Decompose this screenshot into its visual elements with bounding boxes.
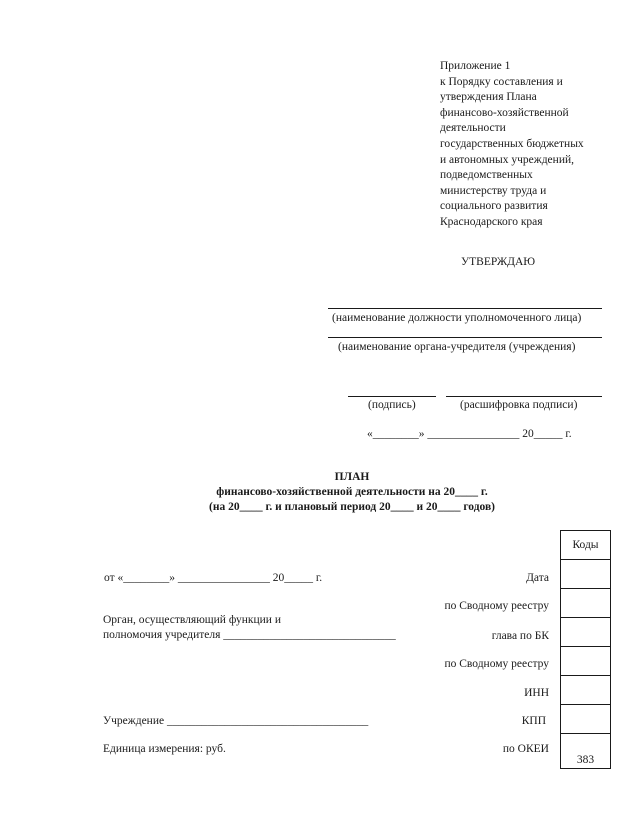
code-label-registry: по Сводному реестру: [444, 600, 549, 612]
position-caption: (наименование должности уполномоченного лица): [332, 312, 582, 324]
appendix-line: к Порядку составления и: [440, 75, 563, 88]
code-label-date: Дата: [526, 572, 549, 584]
organ-caption: (наименование органа-учредителя (учреждения): [338, 341, 576, 353]
unit-label: Единица измерения: руб.: [103, 743, 226, 755]
code-cell-date: [561, 560, 611, 589]
signature-caption: (подпись): [368, 399, 416, 411]
appendix-line: министерству труда и: [440, 184, 547, 197]
code-cell-registry: [561, 589, 611, 618]
code-cell-registry-2: [561, 647, 611, 676]
code-cell-bk: [561, 618, 611, 647]
code-label-kpp: КПП: [521, 715, 546, 727]
decoding-caption: (расшифровка подписи): [460, 399, 578, 411]
organ-label-2: полномочия учредителя ______________________________: [103, 629, 396, 641]
appendix-line: финансово-хозяйственной: [440, 106, 569, 119]
appendix-line: Приложение 1: [440, 60, 511, 72]
position-signature-line: [328, 308, 602, 309]
code-cell-kpp: [561, 705, 611, 734]
code-label-inn: ИНН: [524, 687, 549, 699]
plan-title: ПЛАН: [334, 471, 370, 483]
institution-label: Учреждение ___________________________________: [103, 715, 369, 727]
approve-date-line: «________» ________________ 20_____ г.: [367, 428, 572, 440]
appendix-line: Краснодарского края: [440, 215, 543, 228]
signature-line: [348, 396, 436, 397]
appendix-line: подведомственных: [440, 169, 533, 182]
code-label-registry-2: по Сводному реестру: [444, 658, 549, 670]
appendix-line: и автономных учреждений,: [440, 153, 574, 166]
codes-header: Коды: [561, 531, 611, 560]
appendix-line: социального развития: [440, 200, 548, 213]
codes-table: [560, 530, 611, 769]
plan-subtitle: финансово-хозяйственной деятельности на 20____ г.: [216, 486, 488, 498]
appendix-line: утверждения Плана: [440, 91, 537, 104]
appendix-block: [440, 59, 584, 231]
appendix-line: деятельности: [440, 122, 506, 135]
code-label-bk: глава по БК: [491, 630, 549, 642]
organ-label-1: Орган, осуществляющий функции и: [103, 614, 281, 626]
appendix-line: государственных бюджетных: [440, 137, 584, 150]
approve-title: УТВЕРЖДАЮ: [461, 256, 536, 268]
code-cell-inn: [561, 676, 611, 705]
decoding-line: [446, 396, 602, 397]
code-cell-okei: 383: [561, 734, 611, 769]
plan-period: (на 20____ г. и плановый период 20____ и 20____ годов): [208, 501, 496, 513]
code-label-okei: по ОКЕИ: [502, 743, 549, 755]
organ-signature-line: [328, 337, 602, 338]
date-from: от «________» ________________ 20_____ г.: [104, 572, 323, 584]
